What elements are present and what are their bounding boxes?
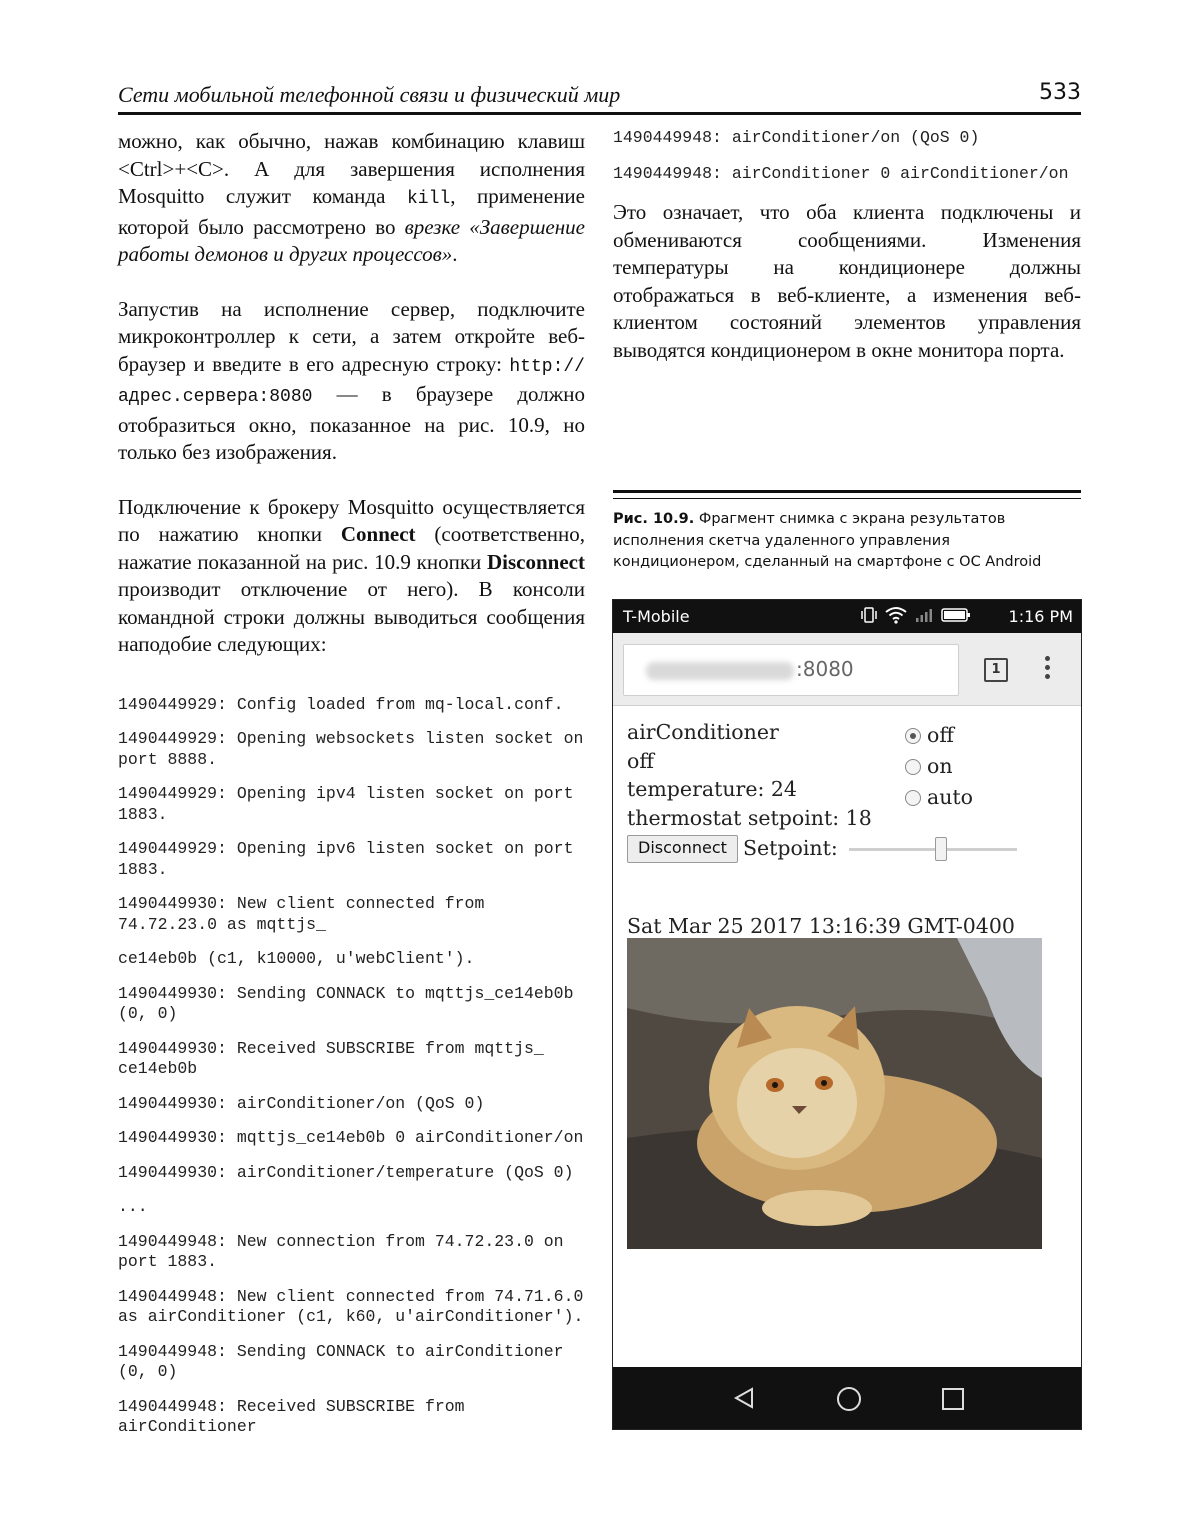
radio-label: on	[927, 754, 953, 778]
log-line: ce14eb0b (c1, k10000, u'webClient').	[118, 949, 475, 968]
para2-text: Запустив на исполнение сервер, подключите микроконтроллер к сети, а затем откройте веб-браузер и введите в его адресную строку:	[118, 296, 585, 376]
console-log	[118, 694, 594, 1438]
paragraph-1	[118, 128, 585, 269]
status-bar	[613, 600, 1081, 633]
paragraph-4: Это означает, что оба клиента подключены и обмениваются сообщениями. Изменения температуры на кондиционере должны отображаться в веб-клиенте, а изменения веб-клиентом состояний элементов управления выводятся кондиционером в окне монитора порта.	[613, 200, 1081, 362]
thermostat-readout: thermostat setpoint: 18	[627, 805, 872, 830]
back-icon[interactable]	[733, 1387, 755, 1409]
device-status	[627, 718, 872, 832]
battery-icon	[941, 607, 971, 623]
paragraph-3	[118, 494, 585, 659]
log-line: 1490449929: Opening websockets listen socket on port 8888.	[118, 729, 594, 769]
log-line: 1490449929: Opening ipv6 listen socket on port 1883.	[118, 839, 584, 879]
figure-caption	[613, 509, 1081, 574]
status-time: 1:16 PM	[1008, 607, 1073, 626]
log-line: 1490449948: airConditioner/on (QoS 0)	[613, 128, 980, 147]
inline-code-kill: kill	[407, 189, 451, 209]
blurred-host	[646, 662, 794, 680]
radio-label: auto	[927, 785, 974, 809]
running-header	[118, 80, 1081, 115]
url-port: :8080	[796, 657, 854, 681]
figure-rule	[613, 490, 1081, 499]
status-icons	[861, 606, 971, 624]
page-number: 533	[1039, 80, 1081, 105]
log-line: 1490449930: Sending CONNACK to mqttjs_ce14eb0b (0, 0)	[118, 983, 584, 1023]
console-log-continued	[613, 128, 1081, 184]
log-line: 1490449948: New connection from 74.72.23.0 on port 1883.	[118, 1231, 574, 1271]
temperature-readout: temperature: 24	[627, 777, 797, 801]
log-line: 1490449948: Received SUBSCRIBE from airConditioner	[118, 1396, 475, 1436]
timestamp: Sat Mar 25 2017 13:16:39 GMT-0400	[627, 914, 1015, 938]
para1-text: можно, как обычно, нажав комбинацию клавиш <Ctrl>+<C>. А для завершения исполнения Mosquitto служит команда	[118, 129, 585, 208]
log-line: 1490449929: Config loaded from mq-local.conf.	[118, 694, 564, 714]
left-column	[118, 128, 594, 1452]
browser-toolbar	[613, 633, 1081, 706]
radio-auto[interactable]	[905, 782, 973, 813]
log-line: 1490449930: mqttjs_ce14eb0b 0 airConditioner/on	[118, 1128, 584, 1147]
radio-on[interactable]	[905, 751, 973, 782]
log-line: 1490449930: Received SUBSCRIBE from mqttjs_ ce14eb0b	[118, 1038, 554, 1078]
sidebar-reference: врезке «Завершение работы демонов и других процессов»	[118, 214, 585, 266]
setpoint-label: Setpoint:	[743, 836, 838, 860]
phone-screenshot	[613, 600, 1081, 1429]
log-line: 1490449930: New client connected from 74.72.23.0 as mqttjs_	[118, 894, 495, 934]
disconnect-button[interactable]: Disconnect	[627, 835, 738, 863]
para1-end: .	[452, 242, 458, 266]
device-name: airConditioner	[627, 720, 779, 744]
radio-button[interactable]	[905, 759, 921, 775]
address-bar[interactable]	[623, 644, 959, 696]
overflow-menu-icon[interactable]	[1045, 656, 1051, 683]
radio-button[interactable]	[905, 790, 921, 806]
home-icon[interactable]	[837, 1387, 861, 1411]
mode-radio-group	[905, 720, 973, 813]
carrier-name: T-Mobile	[623, 607, 690, 626]
inline-code-url: http://адрес.сервера:8080	[118, 356, 585, 407]
para3-mid: (соответственно, нажатие показанной на рис. 10.9 кнопки	[118, 522, 585, 574]
wifi-icon	[885, 606, 907, 624]
log-line: 1490449948: airConditioner 0 airConditioner/on	[613, 163, 1069, 183]
signal-icon	[915, 607, 933, 623]
right-column	[613, 128, 1081, 364]
setpoint-slider-thumb[interactable]	[935, 837, 947, 861]
disconnect-term: Disconnect	[487, 549, 585, 574]
para1-mid: , применение которой было рассмотрено во	[118, 184, 585, 239]
device-state: off	[627, 748, 654, 773]
radio-label: off	[927, 723, 954, 747]
log-line: 1490449930: airConditioner/temperature (QoS 0)	[118, 1162, 574, 1182]
log-line: 1490449948: Sending CONNACK to airConditioner (0, 0)	[118, 1341, 574, 1381]
log-line: 1490449948: New client connected from 74.71.6.0 as airConditioner (c1, k60, u'airConditioner').	[118, 1286, 594, 1326]
connect-term: Connect	[340, 522, 416, 546]
web-client-page	[613, 706, 1081, 1366]
caption-text: Фрагмент снимка с экрана результатов исполнения скетча удаленного управления кондиционером, сделанный на смартфоне с ОС Android	[613, 511, 1042, 570]
android-nav-bar	[613, 1367, 1081, 1429]
cat-photo	[627, 938, 1042, 1249]
log-line: ...	[118, 1197, 148, 1216]
tab-switcher-button[interactable]: 1	[984, 658, 1008, 682]
radio-off[interactable]	[905, 720, 973, 751]
caption-label: Рис. 10.9.	[613, 511, 695, 527]
para3-text: Подключение к брокеру Mosquitto осуществляется по нажатию кнопки	[118, 494, 585, 546]
cat-illustration	[627, 938, 1042, 1249]
radio-button[interactable]	[905, 728, 921, 744]
paragraph-2	[118, 296, 585, 467]
para3-end: производит отключение от него). В консоли командной строки должны выводиться сообщения наподобие следующих:	[118, 577, 585, 656]
para2-end: — в браузере должно отобразиться окно, показанное на рис. 10.9, но только без изображения.	[118, 382, 585, 464]
running-title: Сети мобильной телефонной связи и физический мир	[118, 82, 621, 107]
log-line: 1490449930: airConditioner/on (QoS 0)	[118, 1093, 485, 1113]
setpoint-slider-track[interactable]	[849, 848, 1017, 851]
vibrate-icon	[861, 606, 877, 624]
recent-apps-icon[interactable]	[942, 1388, 964, 1410]
log-line: 1490449929: Opening ipv4 listen socket on port 1883.	[118, 784, 584, 824]
